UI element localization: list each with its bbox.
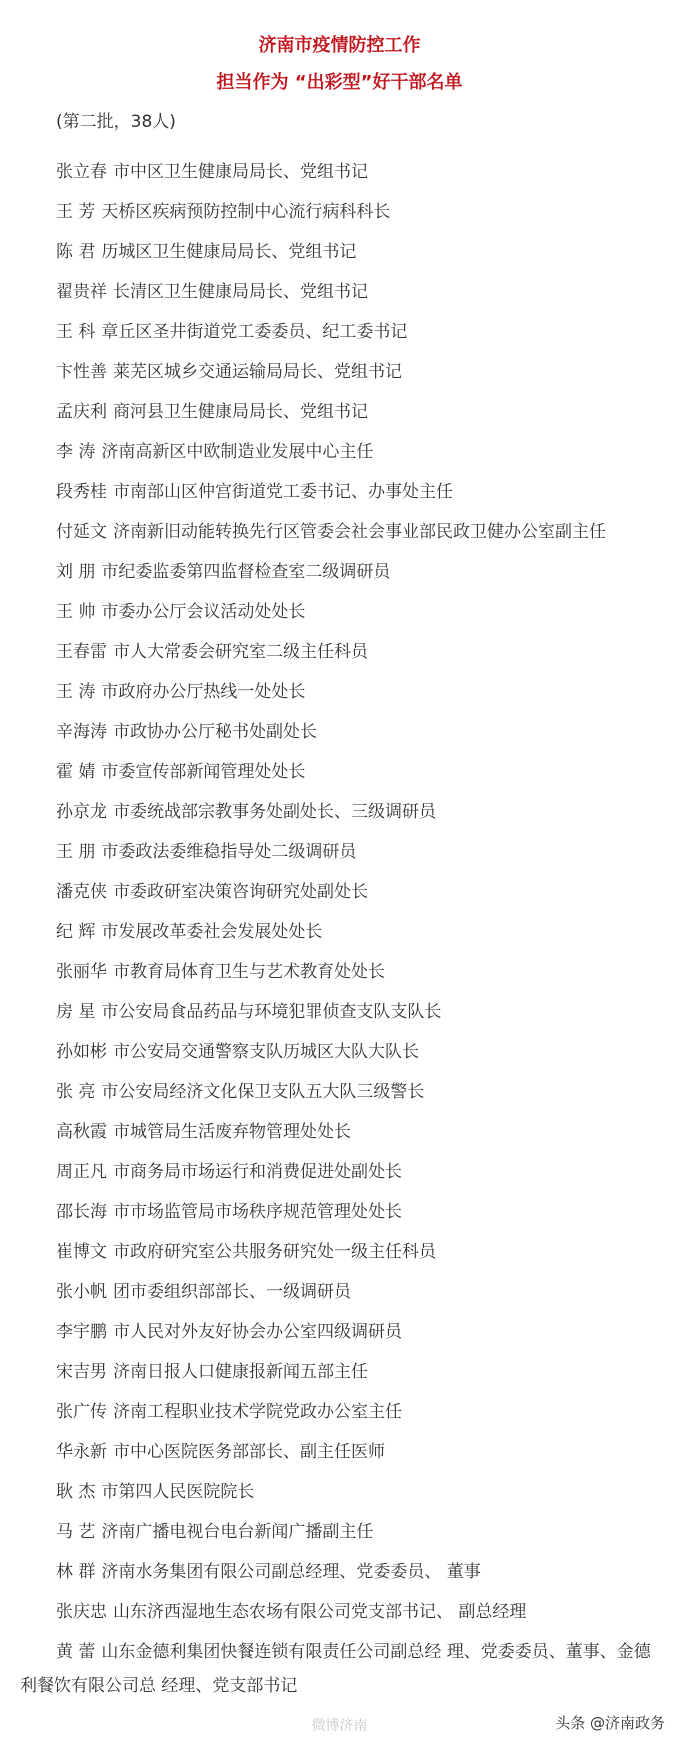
cadre-name: 潘克侠 [56,882,107,902]
cadre-position: 莱芜区城乡交通运输局局长、党组书记 [113,362,402,382]
cadre-name: 刘 朋 [56,562,96,582]
cadre-position: 天桥区疾病预防控制中心流行病科科长 [101,202,391,222]
cadre-position: 团市委组织部部长、一级调研员 [113,1282,351,1302]
cadre-name: 辛海涛 [56,722,107,742]
cadre-name: 翟贵祥 [56,282,107,302]
cadre-name: 周正凡 [56,1162,107,1182]
cadre-position: 市政府研究室公共服务研究处一级主任科员 [113,1242,436,1262]
cadre-position: 市人大常委会研究室二级主任科员 [113,642,368,662]
list-item [0,232,679,272]
cadre-name: 崔博文 [56,1242,107,1262]
list-item [0,1432,679,1472]
cadre-name: 张立春 [56,162,107,182]
cadre-name: 张广传 [56,1402,107,1422]
cadre-position: 市政协办公厅秘书处副处长 [113,722,317,742]
list-item [0,672,679,712]
list-item [0,952,679,992]
cadre-name: 房 星 [56,1002,96,1022]
cadre-position: 山东济西湿地生态农场有限公司党支部书记、 副总经理 [113,1602,527,1622]
cadre-position: 市城管局生活废弃物管理处处长 [113,1122,351,1142]
cadre-position: 市委政研室决策咨询研究处副处长 [113,882,368,902]
cadre-position: 市公安局食品药品与环境犯罪侦查支队支队长 [101,1002,442,1022]
cadre-name: 李宇鹏 [56,1322,107,1342]
cadre-position: 市委统战部宗教事务处副处长、三级调研员 [113,802,436,822]
cadre-position: 市南部山区仲宫街道党工委书记、办事处主任 [113,482,453,502]
cadre-name: 黄 蕾 [56,1642,96,1662]
list-item [0,712,679,752]
cadre-position: 市公安局经济文化保卫支队五大队三级警长 [101,1082,425,1102]
cadre-name: 张 亮 [56,1082,96,1102]
cadre-name: 霍 婧 [56,762,96,782]
list-item [0,1312,679,1352]
list-item [0,1512,679,1552]
list-item [0,872,679,912]
list-item [0,1632,679,1706]
list-item [0,832,679,872]
cadre-name: 王 帅 [56,602,96,622]
cadre-name: 林 群 [56,1562,96,1582]
batch-note: (第二批，38人) [56,112,176,132]
cadre-name: 华永新 [56,1442,107,1462]
list-item [0,1392,679,1432]
cadre-position: 济南工程职业技术学院党政办公室主任 [113,1402,402,1422]
list-item [0,1032,679,1072]
cadre-name: 付延文 [56,522,107,542]
cadre-name: 王 芳 [56,202,96,222]
cadre-position: 市市场监管局市场秩序规范管理处处长 [113,1202,402,1222]
list-item [0,472,679,512]
document-title: 济南市疫情防控工作 [258,35,421,56]
cadre-position: 市公安局交通警察支队历城区大队大队长 [113,1042,419,1062]
cadre-name: 马 艺 [56,1522,96,1542]
list-item [0,912,679,952]
cadre-name: 孟庆利 [56,402,107,422]
cadre-name: 王 科 [56,322,96,342]
list-item [0,1352,679,1392]
cadre-list [0,152,679,1706]
list-item [0,432,679,472]
cadre-name: 耿 杰 [56,1482,96,1502]
cadre-name: 李 涛 [56,442,96,462]
list-item [0,192,679,232]
cadre-position: 历城区卫生健康局局长、党组书记 [101,242,357,262]
list-item [0,512,679,552]
list-item [0,1592,679,1632]
cadre-position: 市教育局体育卫生与艺术教育处处长 [113,962,385,982]
cadre-position: 市中心医院医务部部长、副主任医师 [113,1442,385,1462]
cadre-name: 王 朋 [56,842,96,862]
list-item [0,1112,679,1152]
cadre-position: 济南水务集团有限公司副总经理、党委委员、 董事 [101,1562,481,1582]
list-item [0,352,679,392]
list-item [0,1232,679,1272]
list-item [0,1072,679,1112]
cadre-name: 王 涛 [56,682,96,702]
list-item [0,272,679,312]
cadre-position: 济南高新区中欧制造业发展中心主任 [101,442,374,462]
cadre-name: 张小帆 [56,1282,107,1302]
cadre-name: 孙京龙 [56,802,107,822]
cadre-position: 市委宣传部新闻管理处处长 [101,762,306,782]
document-title-subline: 担当作为 “出彩型”好干部名单 [216,72,463,93]
cadre-position: 市商务局市场运行和消费促进处副处长 [113,1162,402,1182]
list-item [0,992,679,1032]
source-attribution[interactable]: 头条 @济南政务 [555,1714,665,1732]
cadre-position: 市委政法委维稳指导处二级调研员 [101,842,357,862]
list-item [0,792,679,832]
cadre-name: 张庆忠 [56,1602,107,1622]
cadre-name: 段秀桂 [56,482,107,502]
list-item [0,1192,679,1232]
cadre-position: 市中区卫生健康局局长、党组书记 [113,162,368,182]
cadre-position: 长清区卫生健康局局长、党组书记 [113,282,368,302]
cadre-position: 市人民对外友好协会办公室四级调研员 [113,1322,402,1342]
list-item [0,1552,679,1592]
cadre-position: 济南新旧动能转换先行区管委会社会事业部民政卫健办公室副主任 [113,522,606,542]
cadre-position: 济南日报人口健康报新闻五部主任 [113,1362,368,1382]
list-item [0,312,679,352]
cadre-name: 高秋霞 [56,1122,107,1142]
cadre-name: 纪 辉 [56,922,96,942]
list-item [0,632,679,672]
list-item [0,1152,679,1192]
list-item [0,1272,679,1312]
cadre-position: 济南广播电视台电台新闻广播副主任 [101,1522,374,1542]
list-item [0,152,679,192]
cadre-position: 市第四人民医院院长 [101,1482,255,1502]
cadre-name: 宋吉男 [56,1362,107,1382]
list-item [0,752,679,792]
cadre-position: 商河县卫生健康局局长、党组书记 [113,402,368,422]
list-item [0,592,679,632]
list-item [0,552,679,592]
cadre-position: 章丘区圣井街道党工委委员、纪工委书记 [101,322,408,342]
cadre-position: 市发展改革委社会发展处处长 [101,922,323,942]
list-item [0,1472,679,1512]
cadre-position: 市纪委监委第四监督检查室二级调研员 [101,562,391,582]
watermark: 微博济南 [311,1718,368,1734]
cadre-name: 卞性善 [56,362,107,382]
cadre-name: 邵长海 [56,1202,107,1222]
cadre-name: 王春雷 [56,642,107,662]
cadre-name: 陈 君 [56,242,96,262]
list-item [0,392,679,432]
cadre-position: 市委办公厅会议活动处处长 [101,602,306,622]
cadre-name: 张丽华 [56,962,107,982]
cadre-name: 孙如彬 [56,1042,107,1062]
cadre-position: 市政府办公厅热线一处处长 [101,682,306,702]
cadre-position: 山东金德利集团快餐连锁有限责任公司副总经 理、党委委员、董事、金德利餐饮有限公司总 经理、党支部书记 [20,1642,651,1696]
